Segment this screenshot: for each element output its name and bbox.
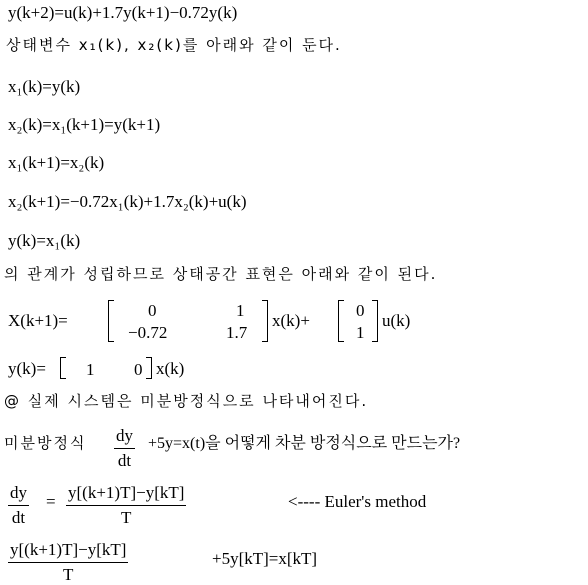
matrix-a-cell: −0.72 [128,323,168,342]
matrix-a-right-bracket [262,300,268,342]
fraction-denominator: T [121,508,132,527]
question-suffix: +5y=x(t)을 어떻게 차분 방정식으로 만드는가? [148,435,461,452]
x2-next-state: x₂(k+1)=−0.72x₁(k)+1.7x₂(k)+u(k) [8,192,247,211]
matrix-b-right-bracket [372,300,378,342]
fraction-numerator: y[(k+1)T]−y[kT] [8,540,128,563]
x2-definition: x₂(k)=x₁(k+1)=y(k+1) [8,115,161,134]
output-relation: y(k)=x₁(k) [8,231,81,250]
state-space-intro-text: 의 관계가 성립하므로 상태공간 표현은 아래와 같이 된다. [4,265,438,283]
matrix-c-cell: 0 [134,360,143,379]
euler-method-note: <---- Euler's method [288,492,427,511]
fraction-denominator: dt [117,451,132,470]
fraction-numerator: y[(k+1)T]−y[kT] [66,483,186,506]
fraction-numerator: dy [114,426,135,449]
output-eq-lhs: y(k)= [8,359,46,378]
derivative-fraction [114,426,135,471]
euler-equals: = [46,492,56,511]
x1-definition: x₁(k)=y(k) [8,77,81,96]
matrix-a-left-bracket [108,300,114,342]
question-prefix: 미분방정식 [4,434,87,452]
state-space-middle: x(k)+ [272,311,310,330]
output-eq-rhs: x(k) [156,359,185,378]
matrix-c-right-bracket [146,357,152,379]
x1-next-state: x₁(k+1)=x₂(k) [8,153,105,172]
matrix-a-cell: 1.7 [226,323,248,342]
matrix-b-cell: 1 [356,323,365,342]
final-rest: +5y[kT]=x[kT] [212,549,318,568]
matrix-b-left-bracket [338,300,344,342]
matrix-b-cell: 0 [356,301,365,320]
final-fraction [8,540,128,585]
matrix-c-left-bracket [60,357,66,379]
matrix-c-cell: 1 [86,360,95,379]
question-title: @ 실제 시스템은 미분방정식으로 나타내어진다. [4,392,369,410]
difference-equation: y(k+2)=u(k)+1.7y(k+1)−0.72y(k) [8,3,238,22]
fraction-denominator: dt [11,508,26,527]
euler-lhs-fraction [8,483,29,528]
fraction-numerator: dy [8,483,29,506]
euler-rhs-fraction [66,483,186,528]
state-variable-definition-text: 상태변수 x₁(k), x₂(k)를 아래와 같이 둔다. [6,36,342,54]
matrix-a-cell: 1 [236,301,245,320]
fraction-denominator: T [63,565,74,584]
matrix-a-cell: 0 [148,301,157,320]
state-space-lhs: X(k+1)= [8,311,68,330]
state-space-rhs: u(k) [382,311,411,330]
